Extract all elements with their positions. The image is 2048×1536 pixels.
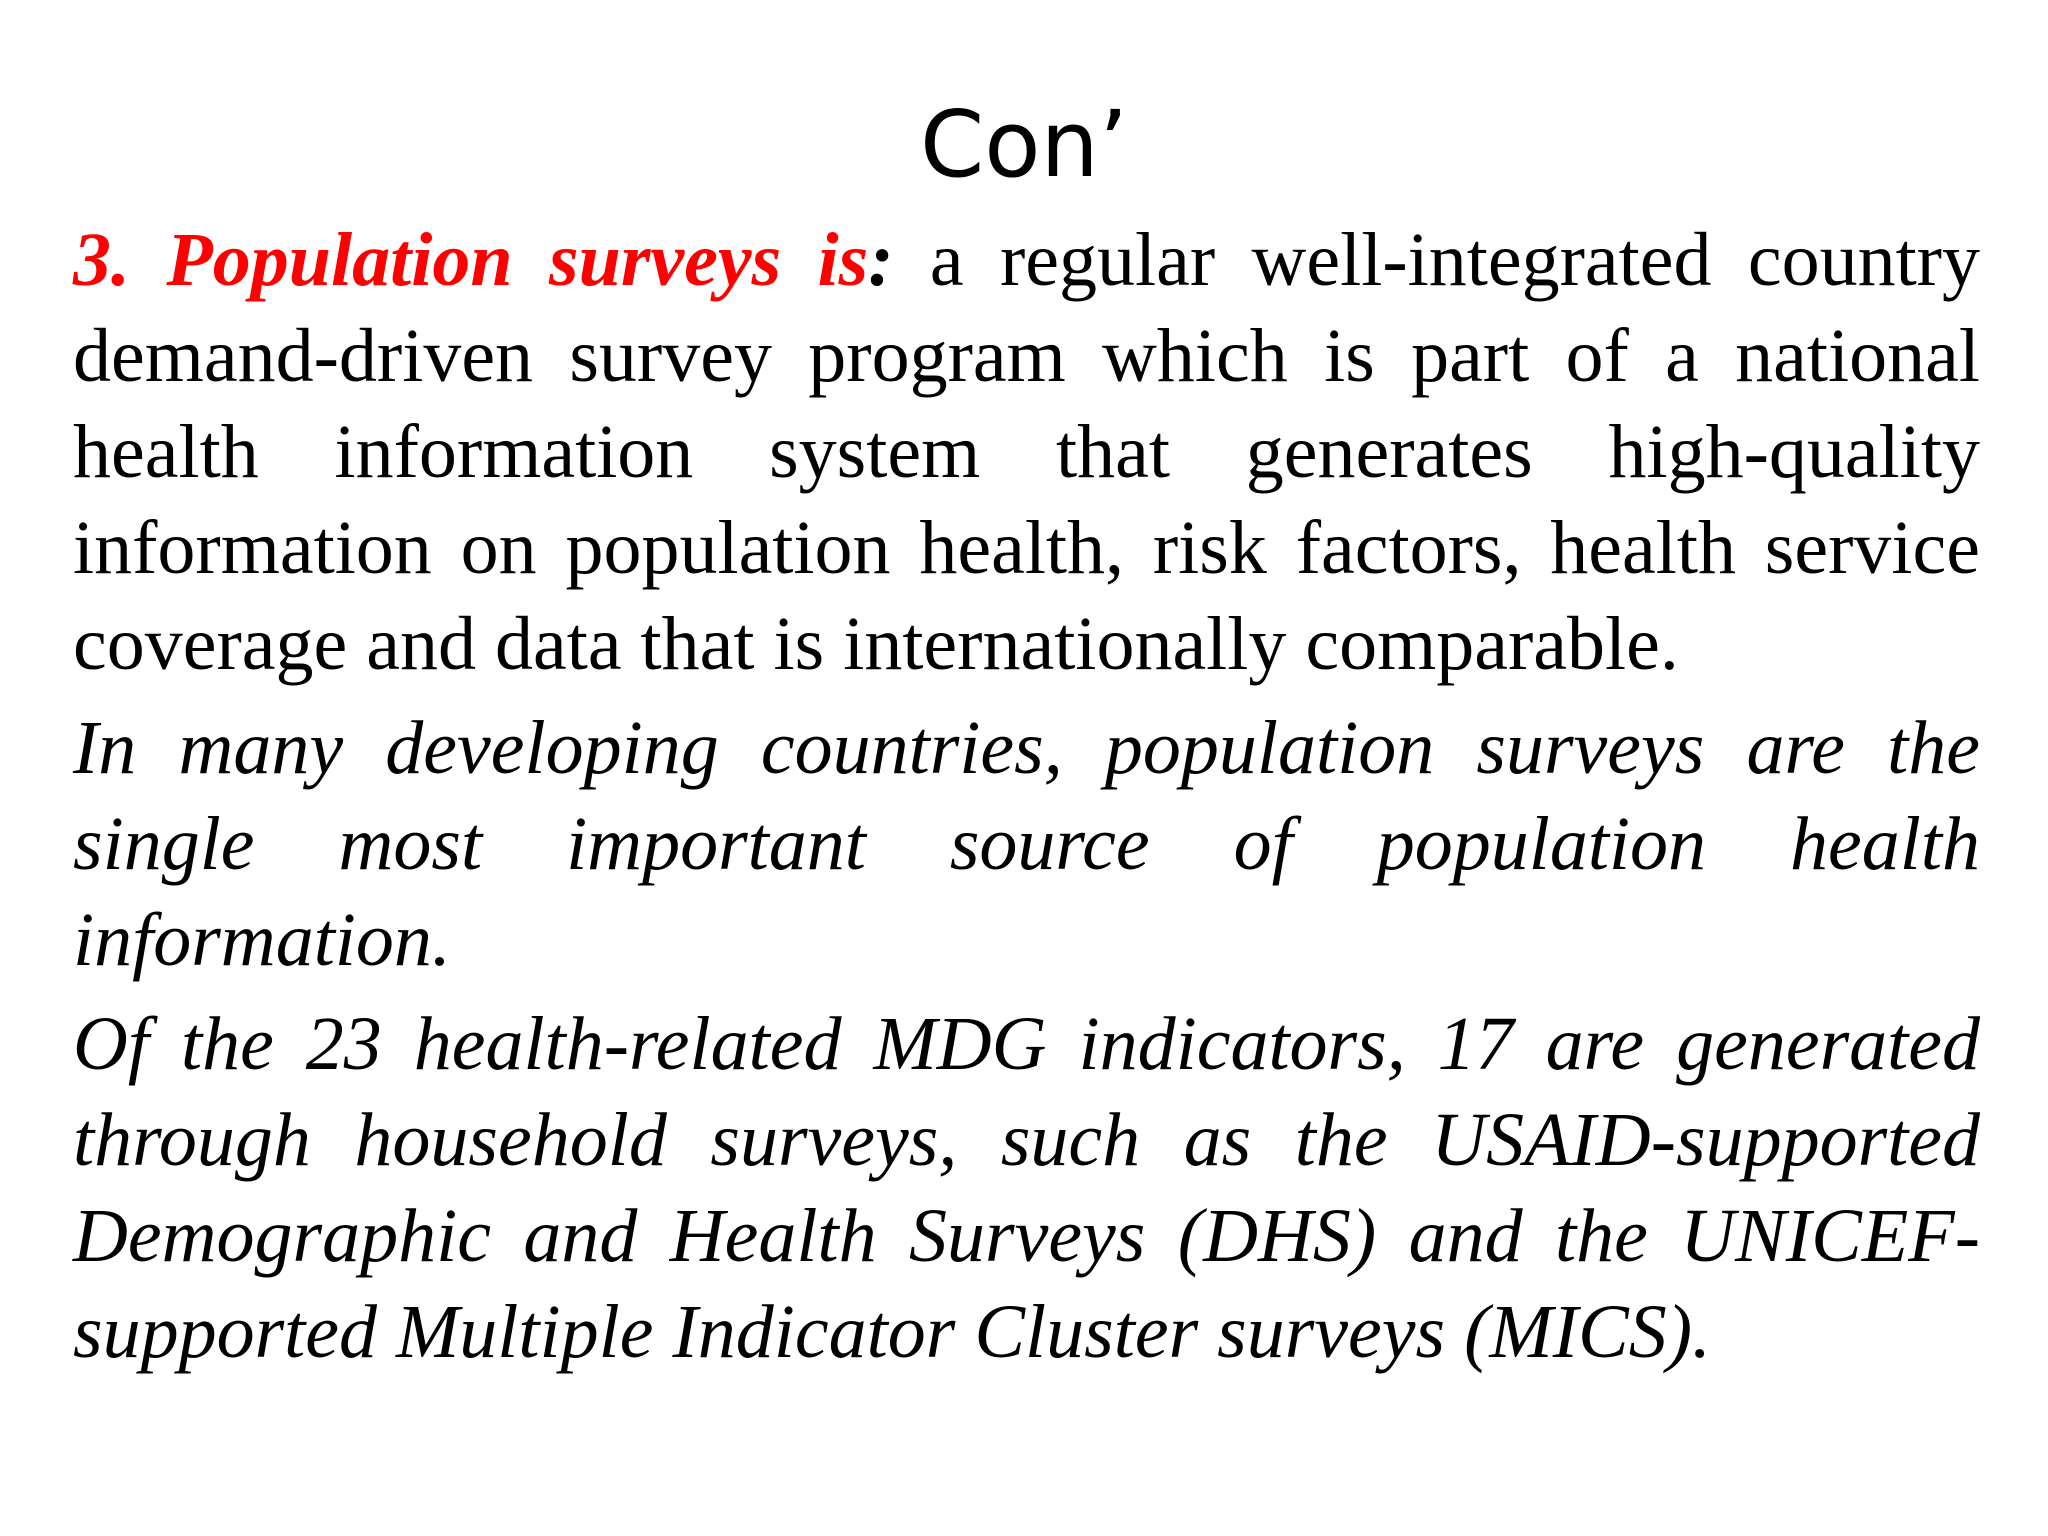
paragraph-developing-countries: In many developing countries, population surveys are the single most important source of population health information. <box>73 706 1980 982</box>
definition-term: 3. Population surveys is <box>73 218 869 302</box>
paragraph-population-surveys <box>73 212 1980 692</box>
slide-body <box>73 212 1980 1380</box>
definition-colon: : <box>868 218 894 302</box>
slide-title: Con’ <box>919 91 1129 198</box>
paragraph-mdg-indicators: Of the 23 health-related MDG indicators, 17 are generated through household surveys, such as the USAID-supported Demographic and Health Surveys (DHS) and the UNICEF-supported Multiple Indicator Cluster surveys (MICS). <box>73 1002 1980 1374</box>
definition-text: a regular well-integrated country demand-driven survey program which is part of a national health information system that generates high-quality information on population health, risk factors, health service coverage and data that is internationally comparable. <box>73 218 1980 686</box>
